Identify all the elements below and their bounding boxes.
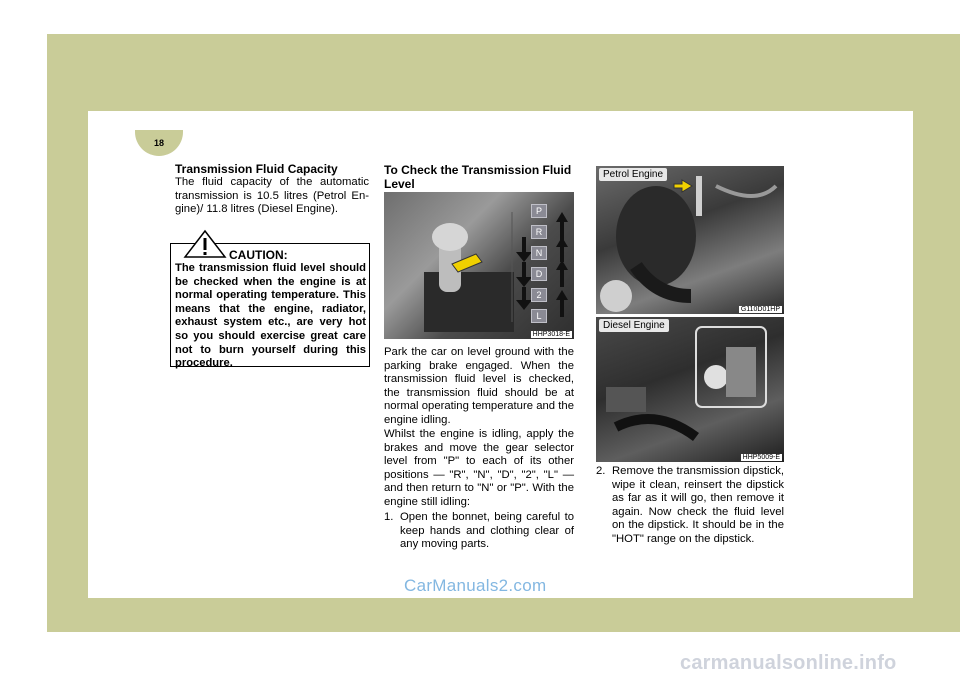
diesel-image-code: HHP5009-E xyxy=(742,454,780,461)
watermark-carmanuals2[interactable]: CarManuals2.com xyxy=(404,576,547,595)
step-2-text: Remove the transmission dipstick, wipe it clean, reinsert the dipstick as far as it will go, then remove it again. Now check the fluid level on the dipstick. It should be in the "HOT" range on the dipstick. xyxy=(612,465,784,545)
section-number: 6 xyxy=(152,108,163,128)
step-2-number: 2. xyxy=(596,465,606,477)
check-intro-2: Whilst the engine is idling, apply the brakes and move the gear selector level from "P" to each of its other positions — "R", "N", "D", "2", "L" — and then return to "N" or "P". With the engine still idling: xyxy=(384,428,574,508)
step-2 xyxy=(596,465,784,547)
diesel-engine-label: Diesel Engine xyxy=(599,319,669,332)
capacity-heading: Transmission Fluid Capacity xyxy=(175,162,338,176)
gear-label-2: 2 xyxy=(531,288,547,302)
petrol-engine-label: Petrol Engine xyxy=(599,168,667,181)
section-title: OWNER MAINTENANCE xyxy=(169,113,265,122)
gear-label-d: D xyxy=(531,267,547,281)
petrol-engine-illustration xyxy=(596,166,784,314)
capacity-section xyxy=(175,162,369,217)
step-1-text: Open the bonnet, being careful to keep hands and clothing clear of any moving parts. xyxy=(400,511,574,551)
diesel-engine-illustration xyxy=(596,317,784,462)
petrol-engine-photo xyxy=(596,166,784,314)
caution-title: CAUTION: xyxy=(229,248,288,262)
capacity-text: The fluid capacity of the automatic transmission is 10.5 litres (Petrol En- gine)/ 11.8 litres (Diesel Engine). xyxy=(175,176,369,216)
watermark-carmanualsonline[interactable]: carmanualsonline.info xyxy=(680,652,897,674)
petrol-image-code: G110D01HP xyxy=(740,306,780,313)
step-1-number: 1. xyxy=(384,511,394,523)
gear-label-r: R xyxy=(531,225,547,239)
diesel-engine-photo xyxy=(596,317,784,462)
warning-icon xyxy=(183,229,227,259)
gear-label-l: L xyxy=(531,309,547,323)
step-1 xyxy=(384,511,574,552)
gear-label-n: N xyxy=(531,246,547,260)
check-heading: To Check the Transmission Fluid Level xyxy=(384,163,572,191)
check-section xyxy=(384,163,574,191)
page-number: 18 xyxy=(154,138,165,148)
check-intro: Park the car on level ground with the parking brake engaged. When the transmission fluid level is checked, the transmission fluid should be at normal operating temperature and the engine idling. xyxy=(384,346,574,426)
gear-selector-photo xyxy=(384,192,574,339)
caution-text: The transmission fluid level should be checked when the engine is at normal operating temperature. This means that the engine, radiator, exhaust system etc., are very hot so you should exercise great care not to burn yourself during this procedure. xyxy=(175,262,366,370)
gear-label-p: P xyxy=(531,204,547,218)
gear-image-code: HHP3018-E xyxy=(532,331,570,338)
